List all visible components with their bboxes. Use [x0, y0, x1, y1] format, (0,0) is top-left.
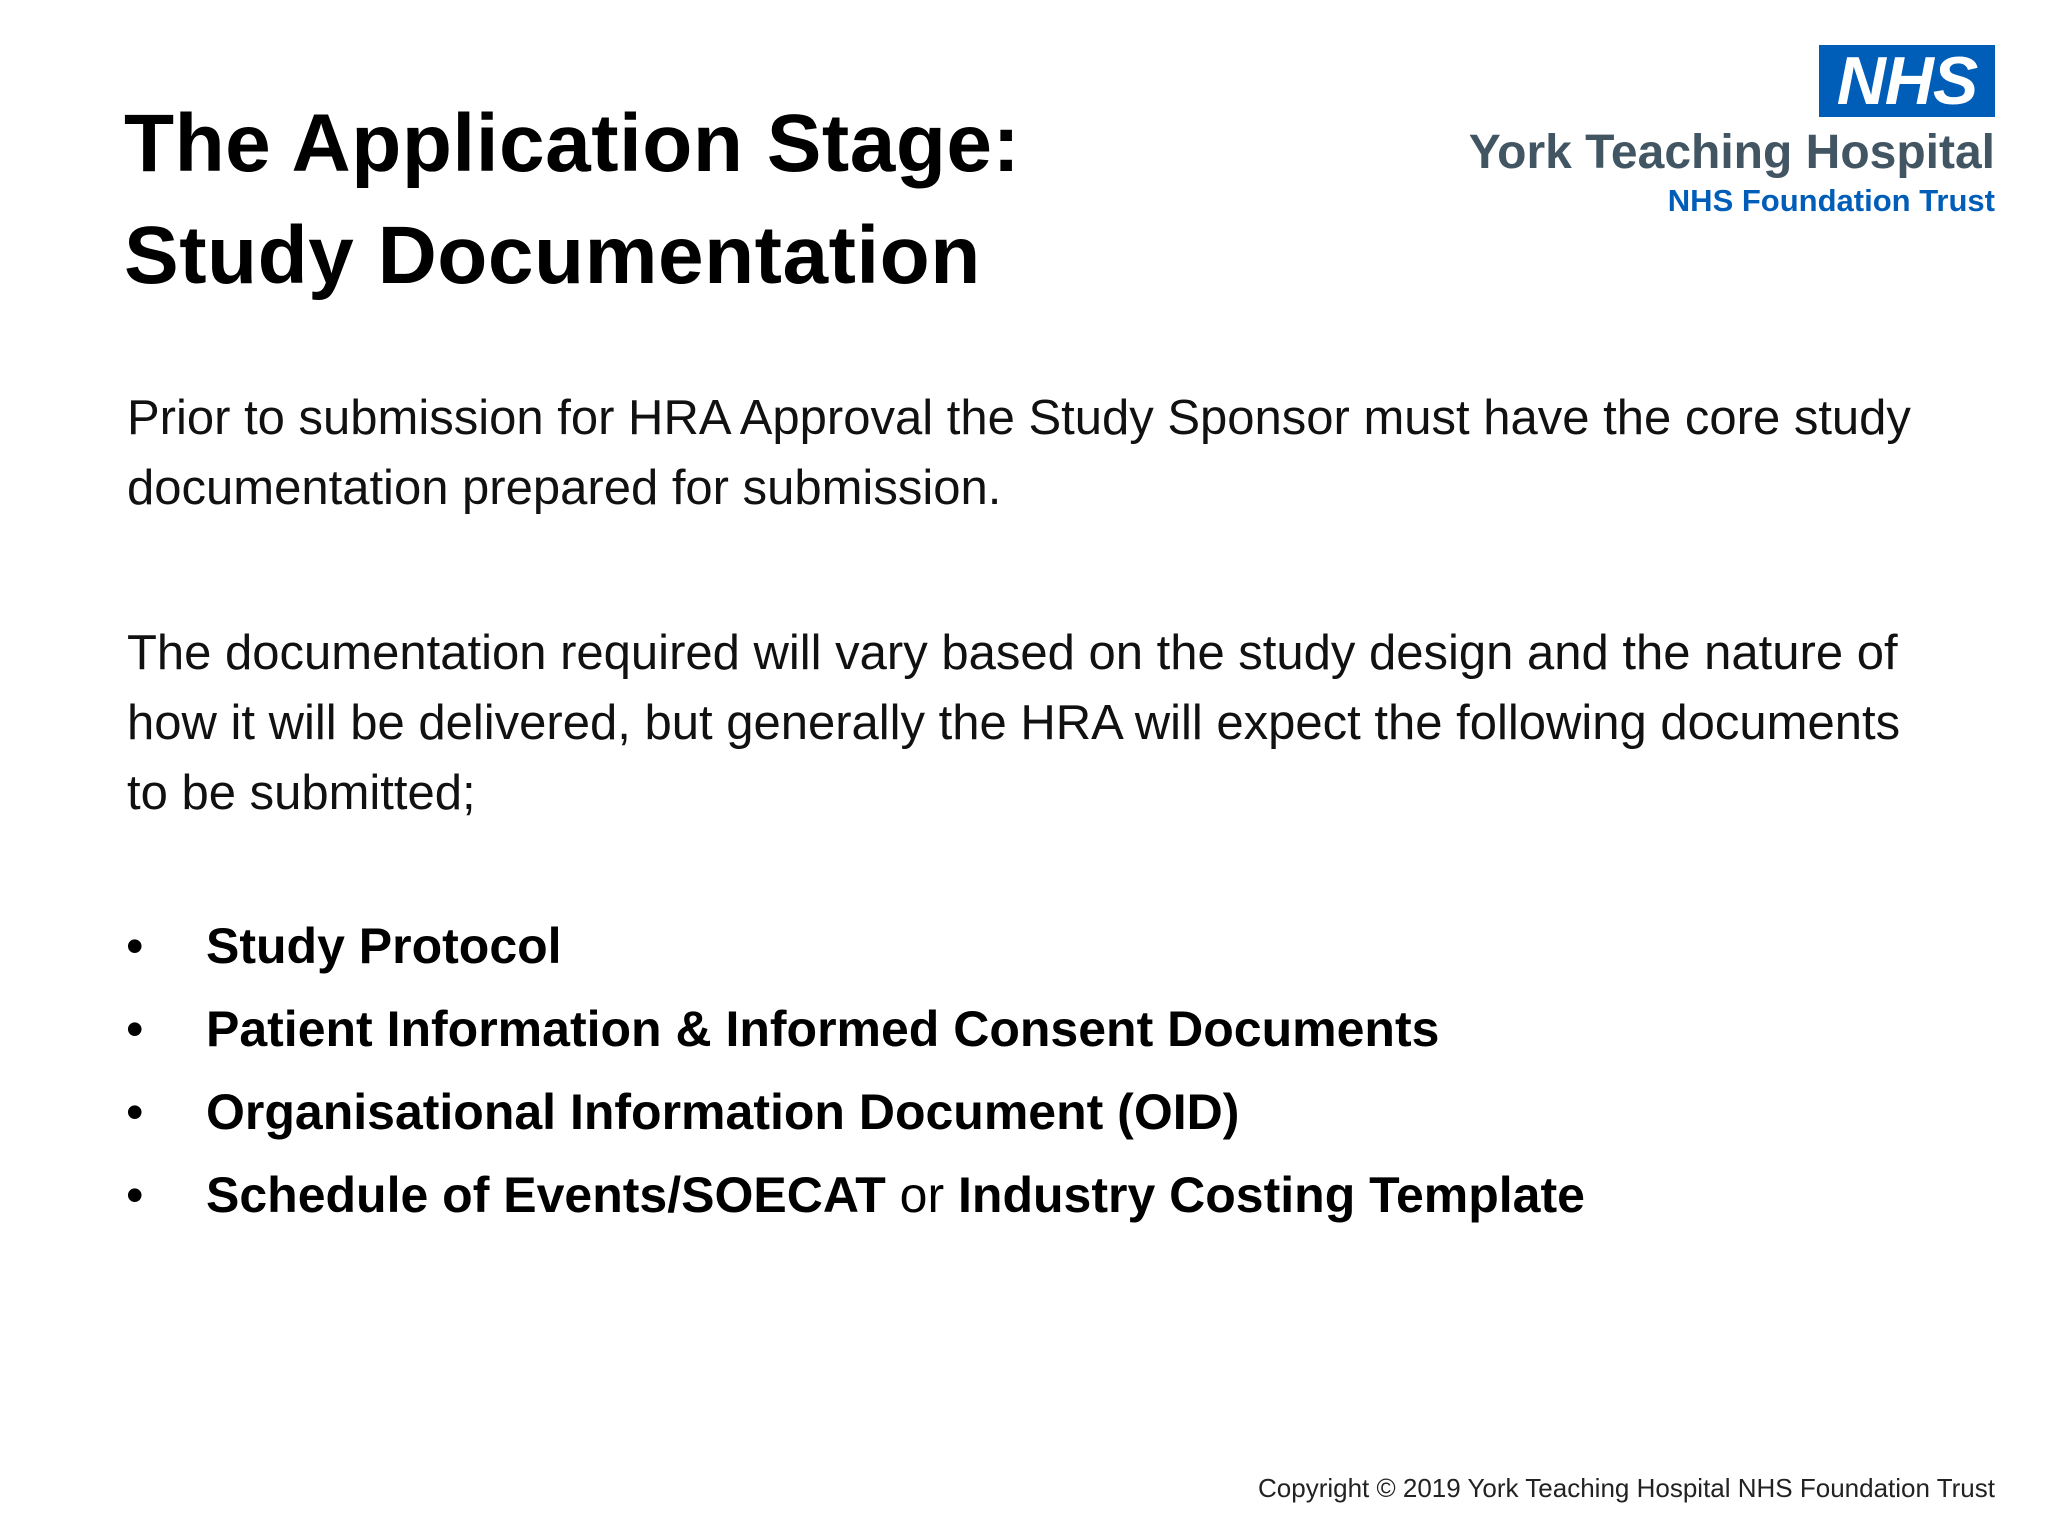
intro-paragraph: Prior to submission for HRA Approval the Study Sponsor must have the core study documentation prepared for submission.: [127, 391, 1911, 515]
list-item: [124, 905, 1585, 988]
list-item: [124, 1071, 1585, 1154]
required-documents-list: [124, 905, 1585, 1237]
list-item: [124, 1154, 1585, 1237]
bullet-icon: •: [126, 1084, 144, 1140]
copyright-notice: Copyright © 2019 York Teaching Hospital NHS Foundation Trust: [1258, 1473, 1995, 1503]
document-name: Schedule of Events/SOECAT: [206, 1167, 886, 1223]
nhs-logo-mark: NHS: [1819, 45, 1995, 117]
documentation-paragraph: The documentation required will vary based on the study design and the nature of how it will be delivered, but generally the HRA will expect the following documents to be submitted;: [127, 626, 1901, 820]
document-name-alt: Industry Costing Template: [958, 1167, 1585, 1223]
list-connector: or: [885, 1167, 959, 1223]
bullet-icon: •: [126, 1001, 144, 1057]
document-name: Study Protocol: [206, 918, 562, 974]
trust-name: York Teaching Hospital: [1468, 126, 1995, 179]
document-name: Patient Information & Informed Consent Documents: [206, 1001, 1440, 1057]
bullet-icon: •: [126, 918, 144, 974]
bullet-icon: •: [126, 1167, 144, 1223]
list-item: [124, 988, 1585, 1071]
slide-title-line-2: Study Documentation: [124, 210, 981, 301]
slide-title-line-1: The Application Stage:: [124, 98, 1021, 189]
nhs-trust-logo: [1455, 45, 1995, 225]
document-name: Organisational Information Document (OID): [206, 1084, 1240, 1140]
trust-subtitle: NHS Foundation Trust: [1667, 183, 1995, 218]
slide-title: [124, 88, 1020, 312]
